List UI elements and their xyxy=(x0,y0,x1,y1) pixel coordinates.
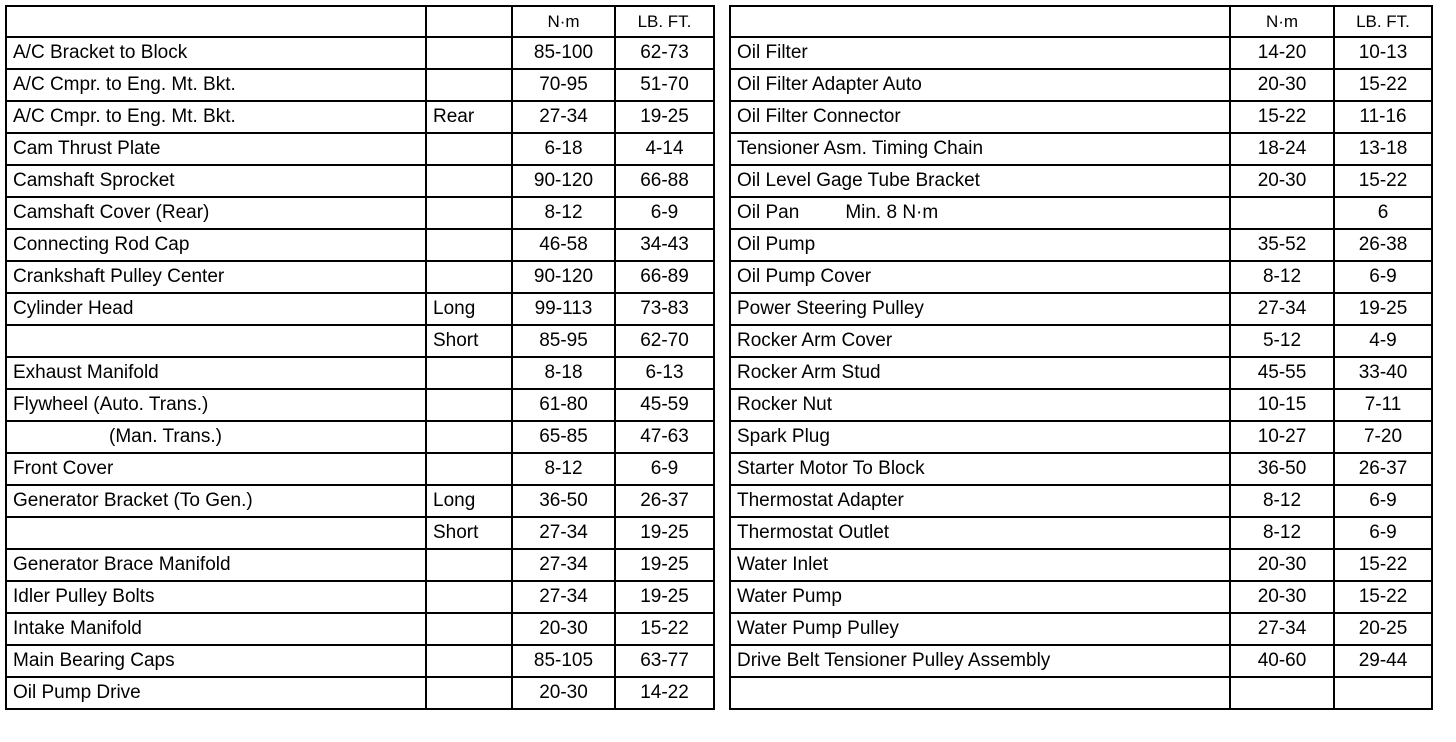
torque-lbft: 10-13 xyxy=(1334,37,1432,69)
part-name: A/C Bracket to Block xyxy=(6,37,426,69)
header-row xyxy=(6,6,714,37)
part-name xyxy=(730,165,1230,197)
part-variant: Rear xyxy=(426,101,512,133)
part-label: Rocker Nut xyxy=(737,394,833,415)
part-variant xyxy=(426,261,512,293)
header-nm: N·m xyxy=(512,6,615,37)
torque-lbft: 15-22 xyxy=(1334,581,1432,613)
part-label: Tensioner Asm. Timing Chain xyxy=(737,138,984,159)
part-label: Drive Belt Tensioner Pulley Assembly xyxy=(737,650,1051,671)
part-name xyxy=(730,677,1230,709)
part-label: Oil Pump xyxy=(737,234,816,255)
part-name: A/C Cmpr. to Eng. Mt. Bkt. xyxy=(6,69,426,101)
torque-nm: 90-120 xyxy=(512,165,615,197)
torque-lbft: 6 xyxy=(1334,197,1432,229)
part-name xyxy=(730,357,1230,389)
table-row xyxy=(730,325,1432,357)
table-row xyxy=(6,133,714,165)
part-variant xyxy=(426,645,512,677)
header-nm: N·m xyxy=(1230,6,1334,37)
part-variant xyxy=(426,677,512,709)
torque-lbft: 6-9 xyxy=(1334,517,1432,549)
part-name xyxy=(730,325,1230,357)
part-label: Oil Pump Cover xyxy=(737,266,872,287)
left-torque-table-body xyxy=(6,6,714,709)
part-name xyxy=(730,229,1230,261)
torque-nm: 10-27 xyxy=(1230,421,1334,453)
table-row xyxy=(6,229,714,261)
torque-lbft: 26-38 xyxy=(1334,229,1432,261)
torque-nm: 20-30 xyxy=(512,677,615,709)
part-name: Crankshaft Pulley Center xyxy=(6,261,426,293)
part-name: Generator Bracket (To Gen.) xyxy=(6,485,426,517)
table-row xyxy=(730,101,1432,133)
torque-nm: 8-12 xyxy=(1230,485,1334,517)
torque-lbft: 6-13 xyxy=(615,357,714,389)
torque-lbft: 4-14 xyxy=(615,133,714,165)
part-name: (Man. Trans.) xyxy=(6,421,426,453)
part-variant xyxy=(426,37,512,69)
torque-nm: 65-85 xyxy=(512,421,615,453)
part-variant xyxy=(426,453,512,485)
torque-lbft: 4-9 xyxy=(1334,325,1432,357)
header-part-cell xyxy=(730,6,1230,37)
torque-lbft: 13-18 xyxy=(1334,133,1432,165)
part-name xyxy=(730,517,1230,549)
header-part-cell xyxy=(6,6,426,37)
torque-nm: 46-58 xyxy=(512,229,615,261)
part-variant xyxy=(426,389,512,421)
torque-lbft: 33-40 xyxy=(1334,357,1432,389)
table-row xyxy=(6,485,714,517)
part-name: Connecting Rod Cap xyxy=(6,229,426,261)
torque-nm: 20-30 xyxy=(512,613,615,645)
part-variant xyxy=(426,229,512,261)
table-row xyxy=(730,485,1432,517)
table-row xyxy=(730,37,1432,69)
torque-lbft: 6-9 xyxy=(615,453,714,485)
torque-nm: 36-50 xyxy=(1230,453,1334,485)
torque-lbft: 26-37 xyxy=(1334,453,1432,485)
torque-lbft: 47-63 xyxy=(615,421,714,453)
table-row xyxy=(6,645,714,677)
part-label: Rocker Arm Stud xyxy=(737,362,881,383)
part-label: Oil Pan xyxy=(737,202,800,223)
torque-lbft: 66-88 xyxy=(615,165,714,197)
table-row xyxy=(6,197,714,229)
part-name: Front Cover xyxy=(6,453,426,485)
torque-nm xyxy=(1230,197,1334,229)
table-row xyxy=(730,677,1432,709)
table-row xyxy=(6,613,714,645)
table-row xyxy=(730,165,1432,197)
part-name xyxy=(730,293,1230,325)
table-row xyxy=(730,261,1432,293)
part-name xyxy=(730,69,1230,101)
part-label: Oil Filter Connector xyxy=(737,106,901,127)
table-row xyxy=(730,133,1432,165)
table-row xyxy=(730,357,1432,389)
part-name xyxy=(730,645,1230,677)
table-row xyxy=(730,69,1432,101)
part-label: Water Inlet xyxy=(737,554,829,575)
torque-nm: 5-12 xyxy=(1230,325,1334,357)
part-name xyxy=(730,389,1230,421)
torque-lbft: 15-22 xyxy=(1334,549,1432,581)
table-row xyxy=(6,517,714,549)
part-label: Power Steering Pulley xyxy=(737,298,924,319)
header-lbft: LB. FT. xyxy=(1334,6,1432,37)
torque-nm: 8-12 xyxy=(1230,517,1334,549)
table-row xyxy=(6,389,714,421)
torque-lbft: 51-70 xyxy=(615,69,714,101)
table-row xyxy=(6,165,714,197)
part-name: Main Bearing Caps xyxy=(6,645,426,677)
torque-nm: 85-100 xyxy=(512,37,615,69)
torque-nm: 40-60 xyxy=(1230,645,1334,677)
part-variant xyxy=(426,549,512,581)
part-name: Cam Thrust Plate xyxy=(6,133,426,165)
left-torque-table xyxy=(5,5,715,710)
part-name xyxy=(730,197,1230,229)
part-name: Exhaust Manifold xyxy=(6,357,426,389)
torque-lbft: 73-83 xyxy=(615,293,714,325)
torque-nm: 36-50 xyxy=(512,485,615,517)
torque-nm: 14-20 xyxy=(1230,37,1334,69)
torque-nm: 8-18 xyxy=(512,357,615,389)
table-row xyxy=(6,37,714,69)
part-variant xyxy=(426,165,512,197)
torque-nm: 27-34 xyxy=(1230,613,1334,645)
part-name: Cylinder Head xyxy=(6,293,426,325)
table-row xyxy=(6,293,714,325)
header-sub-cell xyxy=(426,6,512,37)
torque-nm: 45-55 xyxy=(1230,357,1334,389)
part-name xyxy=(730,421,1230,453)
part-name xyxy=(6,325,426,357)
part-label: Thermostat Adapter xyxy=(737,490,904,511)
torque-nm: 85-105 xyxy=(512,645,615,677)
right-torque-table xyxy=(729,5,1433,710)
table-row xyxy=(6,421,714,453)
torque-lbft: 15-22 xyxy=(1334,69,1432,101)
table-row xyxy=(6,453,714,485)
torque-lbft: 34-43 xyxy=(615,229,714,261)
torque-lbft: 29-44 xyxy=(1334,645,1432,677)
torque-nm: 85-95 xyxy=(512,325,615,357)
torque-lbft: 45-59 xyxy=(615,389,714,421)
part-label: Water Pump Pulley xyxy=(737,618,899,639)
torque-nm: 8-12 xyxy=(512,453,615,485)
torque-lbft xyxy=(1334,677,1432,709)
torque-nm: 18-24 xyxy=(1230,133,1334,165)
part-note: Min. 8 N·m xyxy=(845,202,939,223)
part-name xyxy=(730,133,1230,165)
torque-nm: 27-34 xyxy=(512,581,615,613)
table-row xyxy=(6,261,714,293)
part-label: Oil Level Gage Tube Bracket xyxy=(737,170,980,191)
part-name xyxy=(730,613,1230,645)
header-row xyxy=(730,6,1432,37)
part-variant: Short xyxy=(426,325,512,357)
torque-nm: 35-52 xyxy=(1230,229,1334,261)
table-row xyxy=(6,69,714,101)
part-name xyxy=(730,549,1230,581)
part-name: A/C Cmpr. to Eng. Mt. Bkt. xyxy=(6,101,426,133)
part-name xyxy=(730,453,1230,485)
torque-nm: 15-22 xyxy=(1230,101,1334,133)
part-name xyxy=(730,37,1230,69)
torque-lbft: 26-37 xyxy=(615,485,714,517)
part-name xyxy=(730,485,1230,517)
torque-lbft: 7-20 xyxy=(1334,421,1432,453)
torque-nm: 8-12 xyxy=(512,197,615,229)
table-row xyxy=(730,389,1432,421)
part-label: Thermostat Outlet xyxy=(737,522,890,543)
table-row xyxy=(730,517,1432,549)
table-row xyxy=(6,549,714,581)
part-name xyxy=(730,101,1230,133)
part-name: Intake Manifold xyxy=(6,613,426,645)
table-row xyxy=(730,293,1432,325)
table-row xyxy=(730,229,1432,261)
part-variant xyxy=(426,69,512,101)
torque-nm: 10-15 xyxy=(1230,389,1334,421)
part-variant xyxy=(426,581,512,613)
table-row xyxy=(6,677,714,709)
part-name: Flywheel (Auto. Trans.) xyxy=(6,389,426,421)
torque-nm: 27-34 xyxy=(512,101,615,133)
part-variant xyxy=(426,197,512,229)
torque-lbft: 7-11 xyxy=(1334,389,1432,421)
table-row xyxy=(730,613,1432,645)
table-row xyxy=(730,421,1432,453)
torque-nm: 20-30 xyxy=(1230,549,1334,581)
table-row xyxy=(730,581,1432,613)
part-variant: Long xyxy=(426,485,512,517)
torque-lbft: 63-77 xyxy=(615,645,714,677)
torque-lbft: 15-22 xyxy=(615,613,714,645)
table-row xyxy=(6,581,714,613)
torque-lbft: 19-25 xyxy=(615,101,714,133)
part-label: Oil Filter Adapter Auto xyxy=(737,74,922,95)
part-variant: Long xyxy=(426,293,512,325)
part-name: Idler Pulley Bolts xyxy=(6,581,426,613)
torque-lbft: 19-25 xyxy=(615,549,714,581)
part-name xyxy=(730,261,1230,293)
torque-lbft: 14-22 xyxy=(615,677,714,709)
torque-lbft: 6-9 xyxy=(1334,261,1432,293)
torque-nm: 20-30 xyxy=(1230,581,1334,613)
part-variant xyxy=(426,357,512,389)
table-row xyxy=(6,101,714,133)
part-name: Generator Brace Manifold xyxy=(6,549,426,581)
torque-nm: 27-34 xyxy=(512,517,615,549)
table-row xyxy=(6,325,714,357)
header-lbft: LB. FT. xyxy=(615,6,714,37)
part-name xyxy=(6,517,426,549)
torque-nm: 70-95 xyxy=(512,69,615,101)
torque-nm: 8-12 xyxy=(1230,261,1334,293)
part-variant: Short xyxy=(426,517,512,549)
torque-lbft: 20-25 xyxy=(1334,613,1432,645)
torque-lbft: 6-9 xyxy=(1334,485,1432,517)
part-label: Water Pump xyxy=(737,586,842,607)
table-row xyxy=(730,645,1432,677)
torque-nm: 27-34 xyxy=(1230,293,1334,325)
table-row xyxy=(730,549,1432,581)
torque-nm: 20-30 xyxy=(1230,165,1334,197)
part-variant xyxy=(426,133,512,165)
torque-lbft: 11-16 xyxy=(1334,101,1432,133)
torque-lbft: 6-9 xyxy=(615,197,714,229)
torque-lbft: 66-89 xyxy=(615,261,714,293)
torque-lbft: 19-25 xyxy=(1334,293,1432,325)
torque-lbft: 62-73 xyxy=(615,37,714,69)
torque-nm: 90-120 xyxy=(512,261,615,293)
torque-lbft: 19-25 xyxy=(615,517,714,549)
part-name xyxy=(730,581,1230,613)
part-variant xyxy=(426,421,512,453)
torque-nm xyxy=(1230,677,1334,709)
torque-nm: 61-80 xyxy=(512,389,615,421)
part-label: Starter Motor To Block xyxy=(737,458,925,479)
table-row xyxy=(6,357,714,389)
part-variant xyxy=(426,613,512,645)
torque-lbft: 62-70 xyxy=(615,325,714,357)
torque-lbft: 15-22 xyxy=(1334,165,1432,197)
torque-nm: 6-18 xyxy=(512,133,615,165)
table-row xyxy=(730,197,1432,229)
part-label: Oil Filter xyxy=(737,42,808,63)
torque-lbft: 19-25 xyxy=(615,581,714,613)
table-row xyxy=(730,453,1432,485)
part-name: Oil Pump Drive xyxy=(6,677,426,709)
torque-nm: 27-34 xyxy=(512,549,615,581)
part-label: Spark Plug xyxy=(737,426,830,447)
part-name: Camshaft Sprocket xyxy=(6,165,426,197)
part-name: Camshaft Cover (Rear) xyxy=(6,197,426,229)
right-torque-table-body xyxy=(730,6,1432,709)
torque-nm: 99-113 xyxy=(512,293,615,325)
torque-nm: 20-30 xyxy=(1230,69,1334,101)
part-label: Rocker Arm Cover xyxy=(737,330,893,351)
